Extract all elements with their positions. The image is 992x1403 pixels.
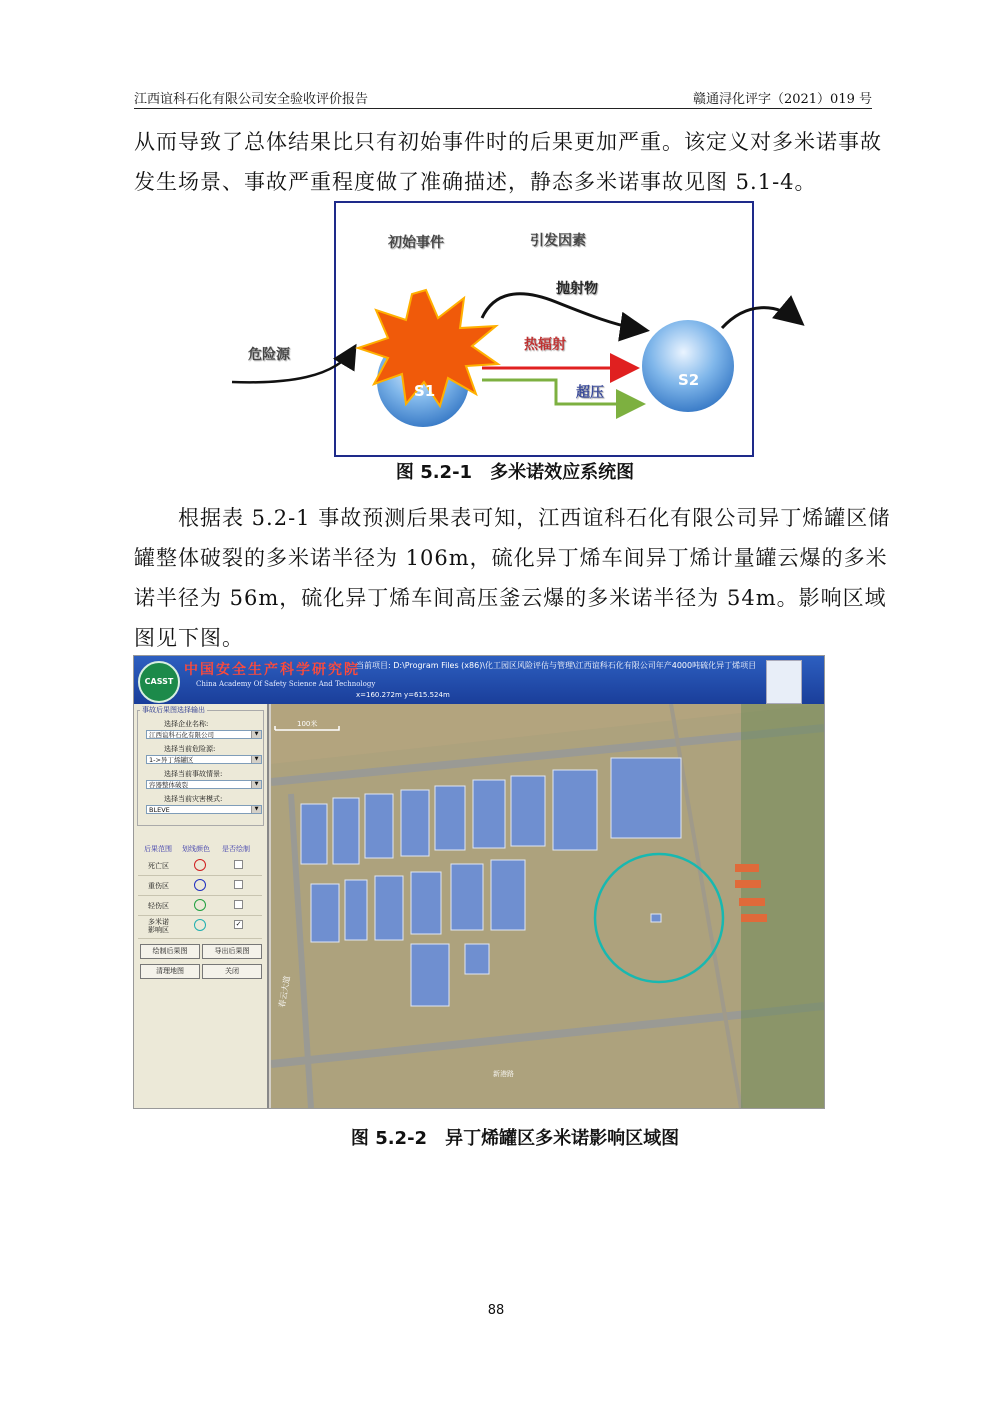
s2-ball xyxy=(642,320,734,412)
table-row xyxy=(138,876,262,896)
overpressure-arrow xyxy=(482,380,640,404)
hazard-label: 选择当前危险源: xyxy=(164,745,216,753)
casst-logo: CASST xyxy=(138,661,180,703)
label-s1: S1 xyxy=(414,382,436,400)
hazard-value: 1->异丁烯罐区 xyxy=(149,756,194,764)
scenario-select[interactable] xyxy=(146,780,262,789)
row-name: 重伤区 xyxy=(148,882,169,890)
table-row xyxy=(138,896,262,916)
paragraph-1: 从而导致了总体结果比只有初始事件时的后果更加严重。该定义对多米诺事故发生场景、事故严重程度做了准确描述，静态多米诺事故见图 5.1-4。 xyxy=(134,130,882,194)
hazard-select[interactable] xyxy=(146,755,262,764)
scenario-value: 容器整体破裂 xyxy=(149,781,188,789)
label-trigger-factor: 引发因素 xyxy=(530,233,586,249)
row-name: 多米诺影响区 xyxy=(148,918,169,934)
road-west-label: 春云大道 xyxy=(277,975,292,1009)
page-number: 88 xyxy=(487,1303,505,1318)
figure2-caption: 图 5.2-2 异丁烯罐区多米诺影响区域图 xyxy=(350,1128,680,1149)
label-projectile: 抛射物 xyxy=(556,281,598,297)
app-banner xyxy=(134,656,824,704)
table-row xyxy=(138,856,262,876)
export-result-button[interactable]: 导出后果图 xyxy=(202,944,262,959)
company-value: 江西谊科石化有限公司 xyxy=(149,731,214,739)
header-right: 赣通浔化评字（2021）019 号 xyxy=(692,92,872,107)
paragraph-2: 根据表 5.2-1 事故预测后果表可知，江西谊科石化有限公司异丁烯罐区储罐整体破裂的多米诺半径为 106m，硫化异丁烯车间异丁烯计量罐云爆的多米诺半径为 56m，硫化异丁烯车间高压釜云爆的多米诺半径为 54m。影响区域图见下图。 xyxy=(134,506,891,650)
label-overpressure: 超压 xyxy=(576,385,604,401)
figure1-caption: 图 5.2-1 多米诺效应系统图 xyxy=(395,462,635,483)
map-graphics xyxy=(271,704,824,1108)
chevron-down-icon[interactable]: ▼ xyxy=(251,731,261,738)
chevron-down-icon[interactable]: ▼ xyxy=(251,781,261,788)
scale-label: 100米 xyxy=(297,720,318,728)
draw-result-button[interactable]: 绘制后果图 xyxy=(140,944,200,959)
col-color: 划线颜色 xyxy=(182,845,210,853)
software-screenshot xyxy=(133,655,825,1109)
projectile-arrow xyxy=(482,294,644,330)
draw-checkbox[interactable] xyxy=(234,900,243,909)
mode-select[interactable] xyxy=(146,805,262,814)
col-range: 后果范围 xyxy=(144,845,172,853)
output-group xyxy=(137,706,264,826)
mode-value: BLEVE xyxy=(149,806,170,814)
close-button[interactable]: 关闭 xyxy=(202,964,262,979)
scenario-label: 选择当前事故情景: xyxy=(164,770,223,778)
output-arrow xyxy=(722,308,800,328)
company-label: 选择企业名称: xyxy=(164,720,209,728)
chevron-down-icon[interactable]: ▼ xyxy=(251,806,261,813)
draw-checkbox[interactable] xyxy=(234,860,243,869)
color-ring-icon[interactable] xyxy=(194,859,206,871)
table-row xyxy=(138,916,262,939)
label-hazard-source: 危险源 xyxy=(248,347,290,363)
company-select[interactable] xyxy=(146,730,262,739)
satellite-map[interactable] xyxy=(271,704,824,1108)
diagram-graphics xyxy=(226,198,816,456)
road-south-label: 新港路 xyxy=(493,1070,514,1078)
control-panel xyxy=(134,704,269,1108)
row-name: 轻伤区 xyxy=(148,902,169,910)
cursor-coords: x=160.272m y=615.524m xyxy=(356,691,450,699)
color-ring-icon[interactable] xyxy=(194,899,206,911)
header-left: 江西谊科石化有限公司安全验收评价报告 xyxy=(134,92,369,107)
color-ring-icon[interactable] xyxy=(194,879,206,891)
label-s2: S2 xyxy=(678,371,700,389)
draw-checkbox[interactable]: ✓ xyxy=(235,920,242,928)
chevron-down-icon[interactable]: ▼ xyxy=(251,756,261,763)
row-name: 死亡区 xyxy=(148,862,169,870)
color-ring-icon[interactable] xyxy=(194,919,206,931)
domino-system-diagram xyxy=(226,198,816,456)
org-name-en: China Academy Of Safety Science And Technology xyxy=(196,680,376,688)
label-thermal-radiation: 热辐射 xyxy=(524,337,566,353)
group-title: 事故后果图选择输出 xyxy=(142,706,205,714)
page-header xyxy=(134,88,872,109)
org-name-cn: 中国安全生产科学研究院 xyxy=(184,662,360,678)
label-initial-event: 初始事件 xyxy=(388,235,444,251)
clear-map-button[interactable]: 清理地图 xyxy=(140,964,200,979)
mode-label: 选择当前灾害模式: xyxy=(164,795,223,803)
draw-checkbox[interactable] xyxy=(234,880,243,889)
building-icon xyxy=(766,660,802,704)
current-project: 当前项目: D:\Program Files (x86)\化工园区风险评估与管理\江西谊科石化有限公司年产4000吨硫化异丁烯项目 xyxy=(356,661,757,670)
col-draw: 是否绘制 xyxy=(222,845,250,853)
